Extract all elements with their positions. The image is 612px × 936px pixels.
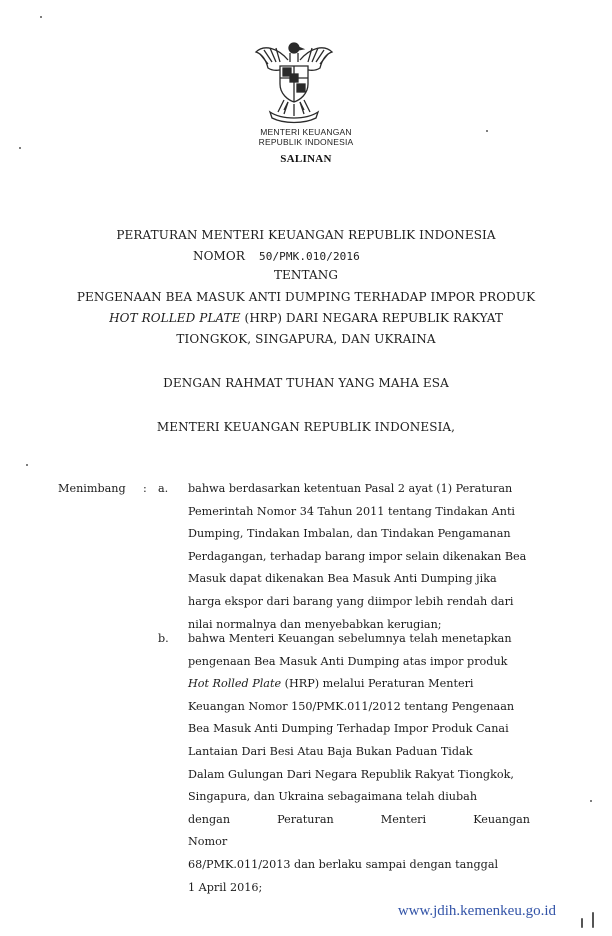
item-a-line: Perdagangan, terhadap barang impor selain dikenakan Bea <box>188 549 527 563</box>
item-b-line: 1 April 2016; <box>188 880 263 894</box>
regulation-title: PERATURAN MENTERI KEUANGAN REPUBLIK INDONESIA <box>116 228 496 242</box>
footer-url-link[interactable]: www.jdih.kemenkeu.go.id <box>397 903 556 919</box>
item-a-line: bahwa berdasarkan ketentuan Pasal 2 ayat (1) Peraturan <box>188 482 513 495</box>
subject-line-2-rest: (HRP) DARI NEGARA REPUBLIK RAKYAT <box>240 311 503 325</box>
nomor-value: 50/PMK.010/2016 <box>259 250 360 263</box>
item-a-text <box>188 478 530 636</box>
item-b-line: Singapura, dan Ukraina sebagaimana telah diubah <box>188 790 478 804</box>
copy-label: SALINAN <box>280 153 332 165</box>
item-a-marker: a. <box>158 482 169 495</box>
item-b-italic-product: Hot Rolled Plate <box>188 677 282 691</box>
item-b-line <box>188 673 530 696</box>
item-a-line: Dumping, Tindakan Imbalan, dan Tindakan Pengamanan <box>188 527 511 541</box>
subject-italic-product: HOT ROLLED PLATE <box>109 311 241 325</box>
institution-line-1: MENTERI KEUANGAN <box>260 127 352 137</box>
scan-speck <box>40 16 42 18</box>
scan-speck <box>19 147 21 149</box>
item-b-line: bahwa Menteri Keuangan sebelumnya telah menetapkan <box>188 632 512 645</box>
scan-speck <box>486 130 488 132</box>
item-a-line: Pemerintah Nomor 34 Tahun 2011 tentang Tindakan Anti <box>188 504 516 518</box>
institution-line-2: REPUBLIK INDONESIA <box>258 137 354 147</box>
item-a-line: harga ekspor dari barang yang diimpor lebih rendah dari <box>188 594 514 608</box>
menimbang-label: Menimbang <box>58 482 126 495</box>
item-b-marker: b. <box>158 632 169 645</box>
subject-line-1: PENGENAAN BEA MASUK ANTI DUMPING TERHADAP IMPOR PRODUK <box>76 290 536 304</box>
menteri-line: MENTERI KEUANGAN REPUBLIK INDONESIA, <box>156 420 456 434</box>
item-b-line-rest: (HRP) melalui Peraturan Menteri <box>281 677 474 691</box>
nomor-label: NOMOR <box>193 249 245 263</box>
scan-speck <box>592 912 594 928</box>
scan-speck <box>590 800 592 802</box>
item-b-line: Dalam Gulungan Dari Negara Republik Rakyat Tiongkok, <box>188 767 514 781</box>
item-b-line: Bea Masuk Anti Dumping Terhadap Impor Produk Canai <box>188 722 509 736</box>
item-b-line: pengenaan Bea Masuk Anti Dumping atas impor produk <box>188 654 508 668</box>
item-b-line: Keuangan Nomor 150/PMK.011/2012 tentang Pengenaan <box>188 699 515 713</box>
item-a-line: Masuk dapat dikenakan Bea Masuk Anti Dumping jika <box>188 572 497 586</box>
regulation-number <box>193 248 360 265</box>
subject-line-3: TIONGKOK, SINGAPURA, DAN UKRAINA <box>176 332 436 346</box>
garuda-emblem-icon <box>254 38 334 124</box>
item-b-line: Lantaian Dari Besi Atau Baja Bukan Paduan Tidak <box>188 744 473 758</box>
item-a-line: nilai normalnya dan menyebabkan kerugian; <box>188 617 442 631</box>
rahmat-line: DENGAN RAHMAT TUHAN YANG MAHA ESA <box>163 376 449 390</box>
subject-line-2 <box>0 310 612 327</box>
scan-speck <box>26 464 28 466</box>
item-b-line: dengan Peraturan Menteri Keuangan Nomor <box>188 812 530 849</box>
scan-speck <box>581 918 583 928</box>
menimbang-colon: : <box>143 482 147 495</box>
tentang-label: TENTANG <box>273 268 339 282</box>
item-b-text <box>188 628 530 899</box>
item-b-line: 68/PMK.011/2013 dan berlaku sampai dengan tanggal <box>188 857 499 871</box>
